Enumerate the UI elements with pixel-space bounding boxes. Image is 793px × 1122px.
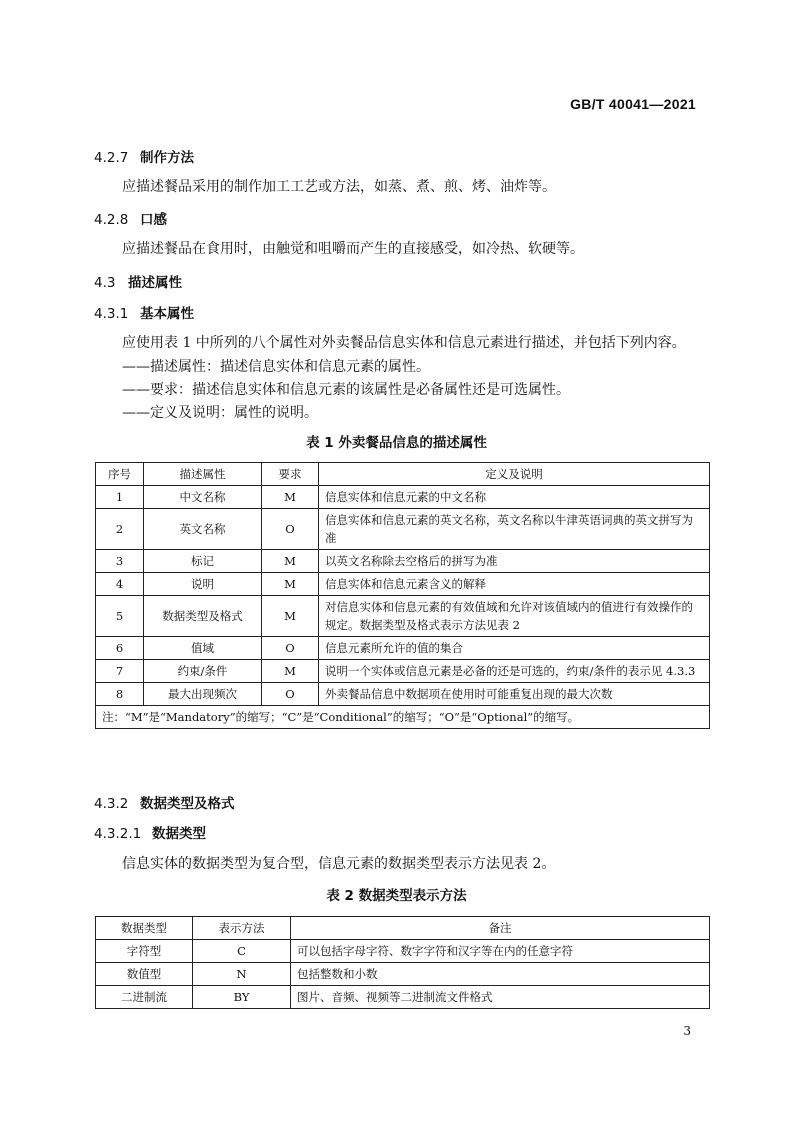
section-title: 数据类型: [152, 826, 206, 842]
table-note: 注：“M”是“Mandatory”的缩写；“C”是“Conditional”的缩写；“O”是“Optional”的缩写。: [96, 706, 710, 729]
cell-code: N: [193, 963, 291, 986]
table-row: [96, 637, 710, 660]
table-row: [96, 940, 710, 963]
heading-4-3-2: [94, 792, 235, 812]
table-2: [95, 916, 710, 1009]
section-title: 口感: [140, 212, 167, 228]
cell-attribute: 标记: [144, 550, 262, 573]
section-title: 基本属性: [140, 306, 194, 322]
section-number: 4.3: [94, 275, 116, 291]
section-number: 4.3.2: [94, 796, 129, 812]
table-row: [96, 573, 710, 596]
table-row: [96, 486, 710, 509]
cell-index: 5: [96, 596, 144, 637]
cell-requirement: M: [262, 660, 319, 683]
cell-index: 3: [96, 550, 144, 573]
cell-requirement: O: [262, 683, 319, 706]
cell-index: 4: [96, 573, 144, 596]
cell-definition: 以英文名称除去空格后的拼写为准: [319, 550, 710, 573]
cell-code: C: [193, 940, 291, 963]
table-row: [96, 550, 710, 573]
table-row: [96, 683, 710, 706]
paragraph-4-2-8: 应描述餐品在食用时，由触觉和咀嚼而产生的直接感受，如冷热、软硬等。: [122, 241, 584, 257]
cell-requirement: M: [262, 486, 319, 509]
cell-requirement: O: [262, 509, 319, 550]
cell-requirement: M: [262, 573, 319, 596]
cell-type: 数值型: [96, 963, 193, 986]
table-row: [96, 509, 710, 550]
cell-remark: 可以包括字母字符、数字字符和汉字等在内的任意字符: [291, 940, 710, 963]
cell-attribute: 中文名称: [144, 486, 262, 509]
cell-definition: 外卖餐品信息中数据项在使用时可能重复出现的最大次数: [319, 683, 710, 706]
paragraph-4-3-1: 应使用表 1 中所列的八个属性对外卖餐品信息实体和信息元素进行描述，并包括下列内容。: [122, 335, 686, 351]
standard-code: GB/T 40041—2021: [570, 96, 696, 112]
list-item: ——定义及说明：属性的说明。: [122, 405, 318, 421]
table-header-row: [96, 463, 710, 486]
section-number: 4.3.1: [94, 306, 129, 322]
column-header: 备注: [291, 917, 710, 940]
cell-definition: 信息实体和信息元素含义的解释: [319, 573, 710, 596]
cell-definition: 信息实体和信息元素的英文名称，英文名称以牛津英语词典的英文拼写为准: [319, 509, 710, 550]
cell-attribute: 约束/条件: [144, 660, 262, 683]
cell-attribute: 数据类型及格式: [144, 596, 262, 637]
cell-index: 7: [96, 660, 144, 683]
table-1: [95, 462, 710, 729]
cell-attribute: 说明: [144, 573, 262, 596]
cell-definition: 说明一个实体或信息元素是必备的还是可选的，约束/条件的表示见 4.3.3: [319, 660, 710, 683]
table-row: [96, 963, 710, 986]
cell-code: BY: [193, 986, 291, 1009]
cell-definition: 信息元素所允许的值的集合: [319, 637, 710, 660]
heading-4-3-2-1: [94, 822, 206, 842]
cell-requirement: O: [262, 637, 319, 660]
table-1-caption: 表 1 外卖餐品信息的描述属性: [306, 435, 487, 451]
column-header: 要求: [262, 463, 319, 486]
table-2-caption: 表 2 数据类型表示方法: [326, 888, 467, 904]
cell-attribute: 值域: [144, 637, 262, 660]
cell-type: 字符型: [96, 940, 193, 963]
cell-index: 2: [96, 509, 144, 550]
cell-index: 8: [96, 683, 144, 706]
column-header: 描述属性: [144, 463, 262, 486]
heading-4-3: [94, 271, 182, 291]
cell-index: 1: [96, 486, 144, 509]
heading-4-3-1: [94, 302, 194, 322]
paragraph-4-2-7: 应描述餐品采用的制作加工工艺或方法，如蒸、煮、煎、烤、油炸等。: [122, 179, 556, 195]
table-row: [96, 660, 710, 683]
cell-remark: 图片、音频、视频等二进制流文件格式: [291, 986, 710, 1009]
section-title: 制作方法: [140, 150, 194, 166]
list-item: ——要求：描述信息实体和信息元素的该属性是必备属性还是可选属性。: [122, 382, 570, 398]
table-row: [96, 596, 710, 637]
cell-requirement: M: [262, 550, 319, 573]
column-header: 序号: [96, 463, 144, 486]
cell-type: 二进制流: [96, 986, 193, 1009]
section-number: 4.2.8: [94, 212, 129, 228]
cell-index: 6: [96, 637, 144, 660]
column-header: 数据类型: [96, 917, 193, 940]
cell-requirement: M: [262, 596, 319, 637]
table-row: [96, 986, 710, 1009]
heading-4-2-8: [94, 208, 167, 228]
cell-attribute: 英文名称: [144, 509, 262, 550]
cell-definition: 对信息实体和信息元素的有效值域和允许对该值域内的值进行有效操作的规定。数据类型及格式表示方法见表 2: [319, 596, 710, 637]
cell-definition: 信息实体和信息元素的中文名称: [319, 486, 710, 509]
section-title: 描述属性: [128, 275, 182, 291]
cell-attribute: 最大出现频次: [144, 683, 262, 706]
cell-remark: 包括整数和小数: [291, 963, 710, 986]
section-number: 4.3.2.1: [94, 826, 142, 842]
table-note-row: [96, 706, 710, 729]
column-header: 表示方法: [193, 917, 291, 940]
section-title: 数据类型及格式: [140, 796, 235, 812]
heading-4-2-7: [94, 146, 194, 166]
table-header-row: [96, 917, 710, 940]
page-number: 3: [683, 1024, 691, 1038]
column-header: 定义及说明: [319, 463, 710, 486]
section-number: 4.2.7: [94, 150, 129, 166]
paragraph-4-3-2-1: 信息实体的数据类型为复合型，信息元素的数据类型表示方法见表 2。: [122, 856, 556, 872]
list-item: ——描述属性：描述信息实体和信息元素的属性。: [122, 359, 430, 375]
